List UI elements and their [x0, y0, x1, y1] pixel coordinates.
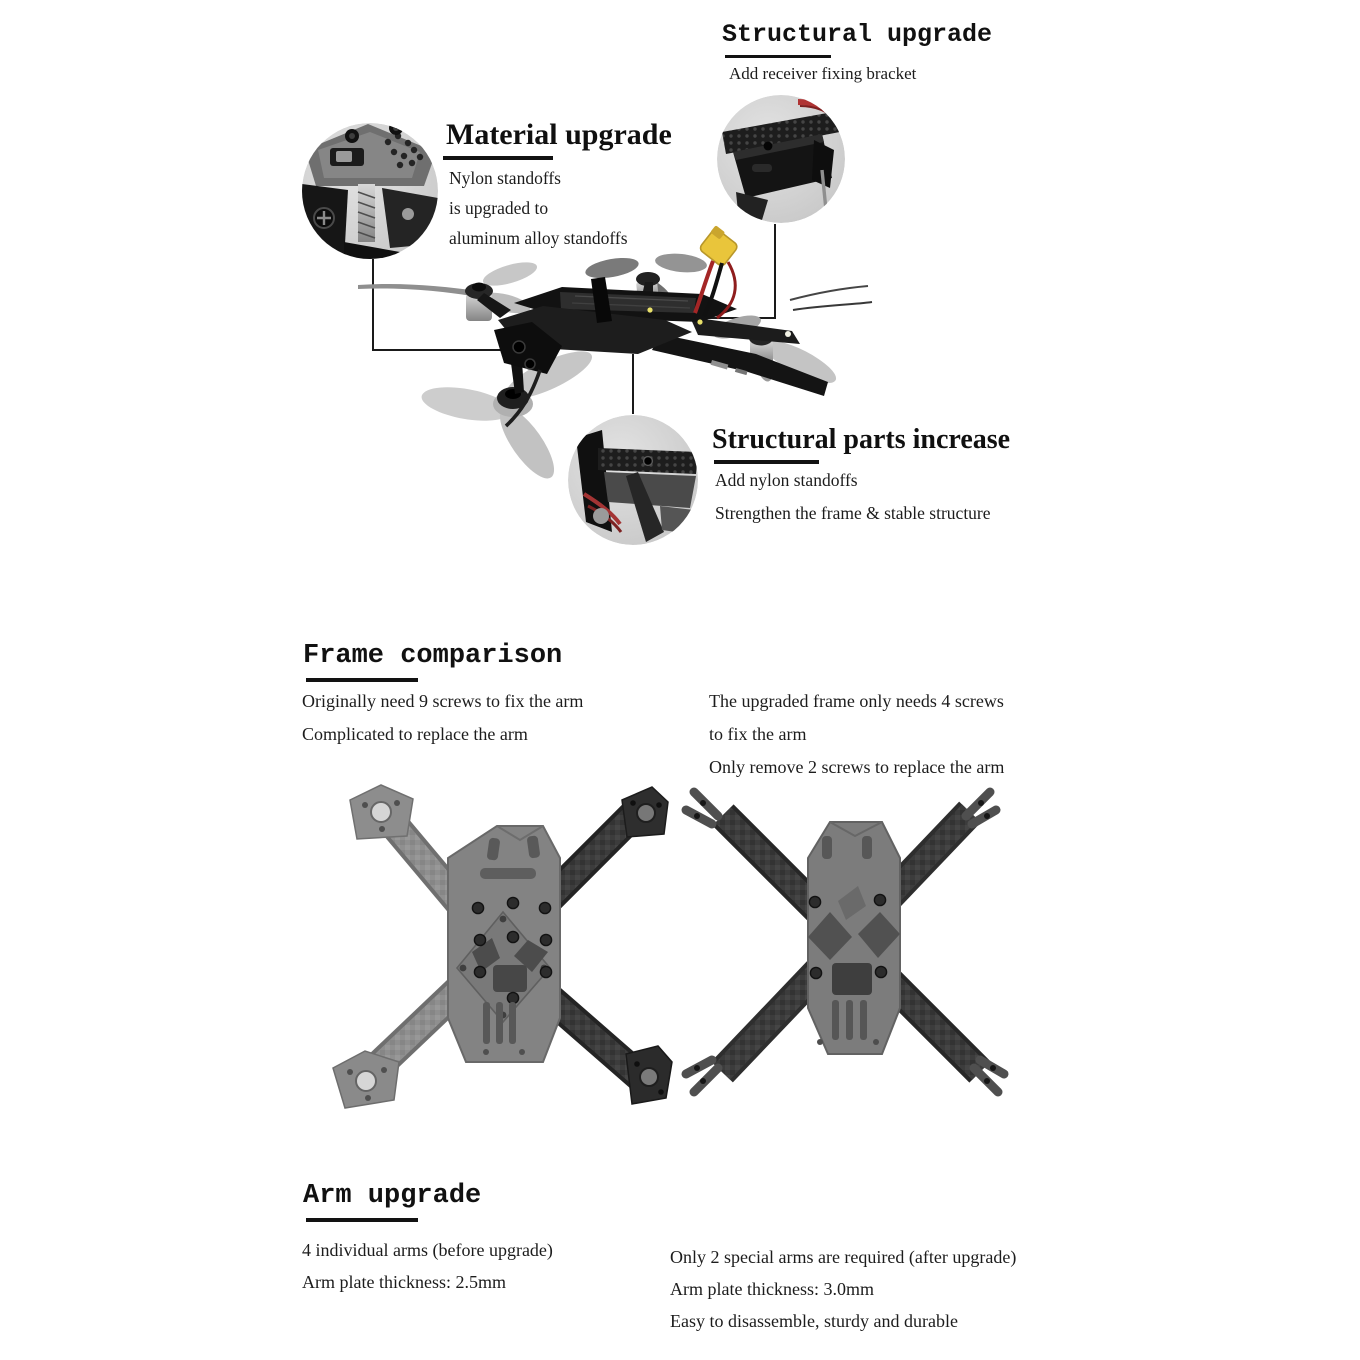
- arm-before-line: Arm plate thickness: 2.5mm: [302, 1272, 506, 1292]
- frame-before-line: Complicated to replace the arm: [302, 724, 528, 744]
- material-upgrade-title: Material upgrade: [446, 118, 672, 151]
- structural-parts-line: Add nylon standoffs: [715, 470, 858, 490]
- frame-before-line: Originally need 9 screws to fix the arm: [302, 691, 584, 711]
- arm-after-line: Easy to disassemble, sturdy and durable: [670, 1311, 958, 1331]
- title-underline: [725, 55, 831, 58]
- xt60-connector: [699, 225, 739, 267]
- arm-upgrade-title: Arm upgrade: [303, 1181, 482, 1211]
- title-underline: [714, 460, 819, 464]
- arm-before-line: 4 individual arms (before upgrade): [302, 1240, 553, 1260]
- nylon-standoff-detail-photo: [568, 415, 698, 545]
- motor-mount-bottom-left: [333, 1051, 399, 1108]
- motor-mount-bottom-right: [626, 1046, 672, 1104]
- material-upgrade-line: aluminum alloy standoffs: [449, 228, 628, 248]
- structural-parts-line: Strengthen the frame & stable structure: [715, 503, 991, 523]
- motor-mount-top-left: [350, 785, 413, 839]
- frame-after-upgrade-photo: [686, 792, 1004, 1092]
- title-underline: [443, 156, 553, 160]
- material-upgrade-line: is upgraded to: [449, 198, 549, 218]
- material-upgrade-line: Nylon standoffs: [449, 168, 561, 188]
- arm-after-line: Only 2 special arms are required (after upgrade): [670, 1247, 1017, 1267]
- receiver-bracket-detail-photo: [717, 95, 850, 223]
- motor-mount-top-right: [622, 787, 668, 837]
- structural-parts-title: Structural parts increase: [712, 424, 1011, 455]
- frame-after-line: Only remove 2 screws to replace the arm: [709, 757, 1005, 777]
- aluminum-standoff-detail-photo: [302, 121, 438, 262]
- title-underline: [306, 1218, 418, 1222]
- structural-upgrade-desc: Add receiver fixing bracket: [729, 64, 917, 83]
- arm-after-line: Arm plate thickness: 3.0mm: [670, 1279, 874, 1299]
- propeller-front-left: [358, 258, 539, 321]
- frame-after-line: The upgraded frame only needs 4 screws: [709, 691, 1004, 711]
- structural-upgrade-title: Structural upgrade: [722, 20, 993, 49]
- frame-after-line: to fix the arm: [709, 724, 807, 744]
- frame-before-upgrade-photo: [333, 785, 672, 1108]
- frame-comparison-title: Frame comparison: [303, 641, 563, 671]
- title-underline: [306, 678, 418, 682]
